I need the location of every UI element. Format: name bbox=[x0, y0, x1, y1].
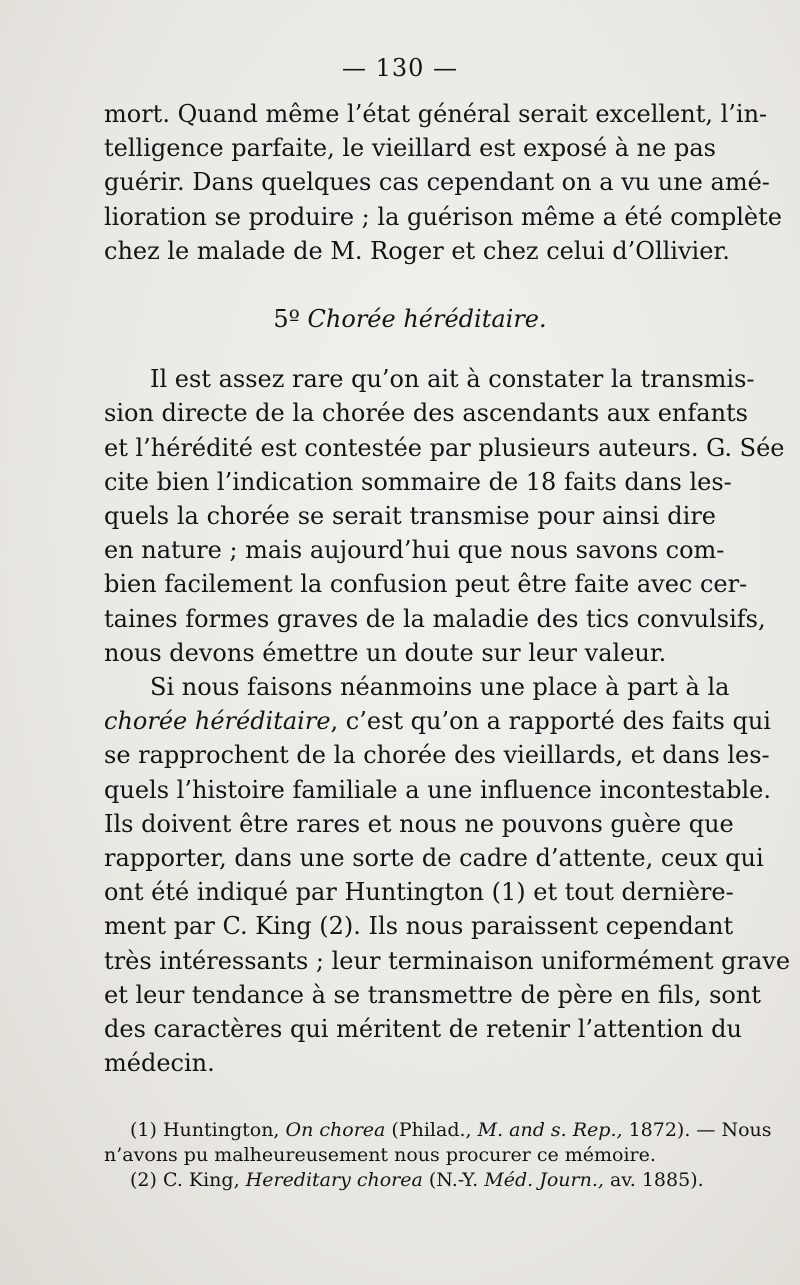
text-line bbox=[104, 704, 771, 738]
text-line: Il est assez rare qu’on ait à constater la transmis- bbox=[150, 365, 755, 394]
text-line: nous devons émettre un doute sur leur valeur. bbox=[104, 638, 667, 667]
text-line: chez le malade de M. Roger et chez celui d’Ollivier. bbox=[104, 236, 730, 265]
text-line: en nature ; mais aujourd’hui que nous savons com- bbox=[104, 536, 725, 565]
italic-term: chorée héréditaire bbox=[104, 707, 331, 736]
text-line: et l’hérédité est contestée par plusieurs auteurs. G. Sée bbox=[104, 433, 785, 462]
text-line: Si nous faisons néanmoins une place à part à la bbox=[150, 673, 730, 702]
footnote-1 bbox=[104, 1118, 772, 1143]
text-line: des caractères qui méritent de retenir l’attention du bbox=[104, 1015, 742, 1044]
section-title: Chorée héréditaire. bbox=[307, 305, 547, 334]
footnote-author: Huntington, bbox=[162, 1119, 280, 1141]
footnotes bbox=[104, 1118, 772, 1193]
text-line: et leur tendance à se transmettre de père en fils, sont bbox=[104, 980, 761, 1009]
paragraph-2 bbox=[104, 362, 785, 670]
text-line: ont été indiqué par Huntington (1) et tout dernière- bbox=[104, 878, 734, 907]
text-line: guérir. Dans quelques cas cependant on a vu une amé- bbox=[104, 168, 770, 197]
footnote-title: Hereditary chorea bbox=[245, 1169, 423, 1191]
footnote-marker: (1) bbox=[130, 1119, 157, 1141]
text-line: quels la chorée se serait transmise pour ainsi dire bbox=[104, 502, 716, 531]
footnote-author: C. King, bbox=[162, 1169, 240, 1191]
footnote-marker: (2) bbox=[130, 1169, 157, 1191]
paragraph-3 bbox=[104, 670, 791, 1080]
footnote-journal: Méd. Journ., bbox=[484, 1169, 604, 1191]
text-line: mort. Quand même l’état général serait excellent, l’in- bbox=[104, 100, 768, 128]
footnote-source-end: av. 1885). bbox=[609, 1169, 704, 1191]
text-line: quels l’histoire familiale a une influence incontestable. bbox=[104, 775, 771, 804]
footnote-source: (N.-Y. bbox=[428, 1169, 479, 1191]
text-line: ment par C. King (2). Ils nous paraissent cependant bbox=[104, 912, 734, 941]
text-line: rapporter, dans une sorte de cadre d’attente, ceux qui bbox=[104, 844, 764, 873]
text-fragment: , c’est qu’on a rapporté des faits qui bbox=[330, 707, 771, 736]
section-heading bbox=[104, 302, 716, 336]
text-line: Ils doivent être rares et nous ne pouvons guère que bbox=[104, 809, 734, 838]
paragraph-1 bbox=[104, 97, 782, 268]
footnote-title: On chorea bbox=[285, 1119, 386, 1141]
footnote-source-end: 1872). — Nous bbox=[628, 1119, 772, 1141]
text-line: bien facilement la confusion peut être faite avec cer- bbox=[104, 570, 748, 599]
footnote-journal: M. and s. Rep., bbox=[477, 1119, 623, 1141]
text-line: sion directe de la chorée des ascendants aux enfants bbox=[104, 399, 748, 428]
footnote-1-continuation: n’avons pu malheureusement nous procurer ce mémoire. bbox=[104, 1144, 656, 1166]
text-line: médecin. bbox=[104, 1049, 215, 1078]
text-line: très intéressants ; leur terminaison uniformément grave bbox=[104, 946, 791, 975]
text-line: lioration se produire ; la guérison même a été complète bbox=[104, 202, 782, 231]
text-line: cite bien l’indication sommaire de 18 faits dans les- bbox=[104, 467, 732, 496]
footnote-2 bbox=[104, 1168, 716, 1193]
section-number: 5º bbox=[273, 305, 300, 334]
footnote-source: (Philad., bbox=[391, 1119, 472, 1141]
text-line: telligence parfaite, le vieillard est exposé à ne pas bbox=[104, 134, 716, 163]
text-line: se rapprochent de la chorée des vieillards, et dans les- bbox=[104, 741, 770, 770]
main-text bbox=[104, 97, 791, 1080]
text-line: taines formes graves de la maladie des tics convulsifs, bbox=[104, 604, 766, 633]
page-number: — 130 — bbox=[341, 54, 459, 82]
